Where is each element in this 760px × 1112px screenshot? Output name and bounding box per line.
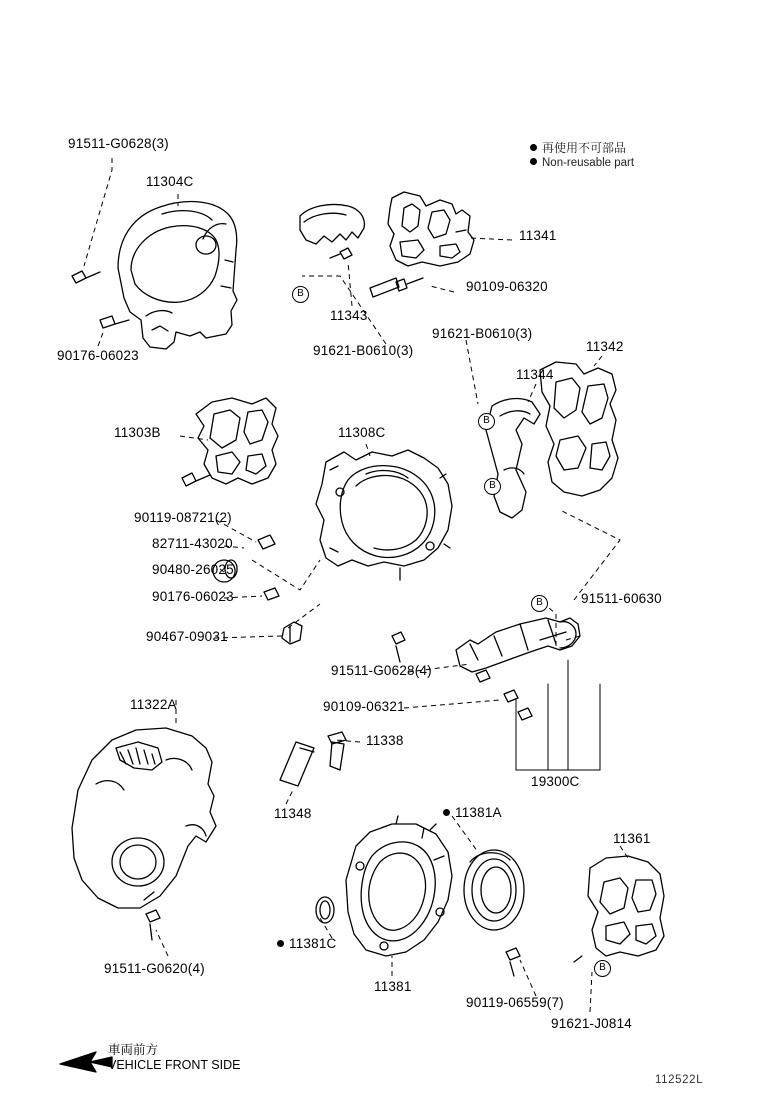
callout-11341: 11341 [519, 228, 557, 243]
bullet-icon [530, 144, 537, 151]
callout-90109-06320: 90109-06320 [466, 279, 548, 294]
callout-82711-43020: 82711-43020 [152, 536, 233, 551]
legend-non-reusable-en [530, 157, 634, 169]
bullet-icon [277, 940, 284, 947]
callout-11361: 11361 [613, 831, 651, 846]
callout-91621-b0610-3-left: 91621-B0610(3) [313, 343, 414, 358]
callout-11304c: 11304C [146, 174, 194, 189]
ref-marker-b-3: B [484, 478, 501, 495]
callout-11344: 11344 [516, 367, 554, 382]
callout-90109-06321: 90109-06321 [323, 699, 405, 714]
ref-marker-b-4: B [531, 595, 548, 612]
callout-90119-06559-7: 90119-06559(7) [466, 995, 564, 1010]
vehicle-front-side-marker [108, 1043, 240, 1073]
callout-11381c [277, 936, 337, 951]
bullet-icon [530, 158, 537, 165]
legend-en-text: Non-reusable part [542, 157, 635, 169]
diagram-id-code: 112522L [655, 1074, 704, 1086]
callout-11308c: 11308C [338, 425, 386, 440]
callout-11342: 11342 [586, 339, 624, 354]
callout-11343: 11343 [330, 308, 368, 323]
callout-11348: 11348 [274, 806, 312, 821]
callout-90480-26025: 90480-26025 [152, 562, 234, 577]
callout-91621-j0814: 91621-J0814 [551, 1016, 633, 1031]
callout-91511-60630: 91511-60630 [581, 591, 662, 606]
legend-jp-text: 再使用不可部品 [542, 141, 627, 155]
callout-11381a-text: 11381A [455, 805, 502, 820]
bullet-icon [443, 809, 450, 816]
callout-91511-g0628-3: 91511-G0628(3) [68, 136, 169, 151]
callout-90176-06023-mid: 90176-06023 [152, 589, 234, 604]
legend-non-reusable-jp [530, 139, 626, 156]
front-marker-jp: 車両前方 [108, 1043, 159, 1057]
callout-11381c-text: 11381C [289, 936, 337, 951]
ref-marker-b-5: B [594, 960, 611, 977]
callout-11381: 11381 [374, 979, 412, 994]
callout-11322a: 11322A [130, 697, 177, 712]
callout-90467-09031: 90467-09031 [146, 629, 228, 644]
callout-11338: 11338 [366, 733, 404, 748]
ref-marker-b-2: B [478, 413, 495, 430]
callout-11303b: 11303B [114, 425, 161, 440]
front-marker-en: VEHICLE FRONT SIDE [108, 1058, 241, 1072]
callout-90119-08721-2: 90119-08721(2) [134, 510, 232, 525]
ref-marker-b-1: B [292, 286, 309, 303]
callout-91621-b0610-3-right: 91621-B0610(3) [432, 326, 533, 341]
callout-19300c: 19300C [531, 774, 580, 789]
callout-91511-g0628-4: 91511-G0628(4) [331, 663, 432, 678]
callout-11381a [443, 805, 502, 820]
callout-91511-g0620-4: 91511-G0620(4) [104, 961, 205, 976]
callout-90176-06023-top: 90176-06023 [57, 348, 139, 363]
